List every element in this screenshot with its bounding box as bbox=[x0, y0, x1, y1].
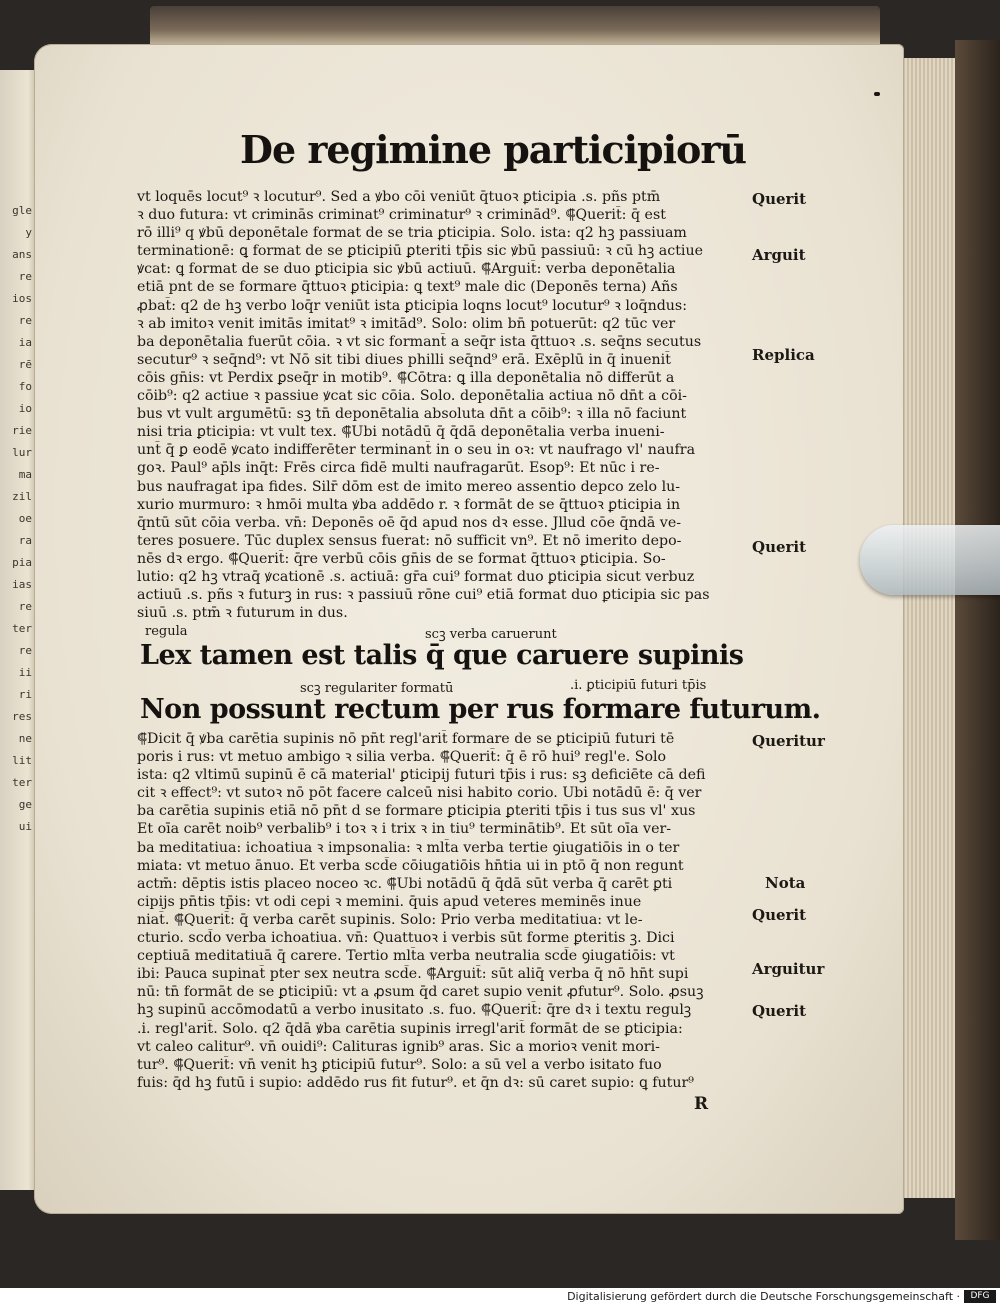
left-fragment: ne bbox=[18, 732, 32, 745]
signature-mark: R bbox=[694, 1094, 709, 1114]
text-line: ba carētia supinis etiā nō pn̄t d se formare ꝑticipia ꝑteriti tp̄is i tus sus vl' xus bbox=[137, 803, 696, 820]
left-fragment: lit bbox=[12, 754, 32, 767]
text-line: ꝟcat: ꝗ format de se duo ꝑticipia sic ꝟbū actiuū. ⸿Arguit̄: verba deponētalia bbox=[137, 261, 676, 278]
funding-credit: Digitalisierung gefördert durch die Deutsche Forschungsgemeinschaft · bbox=[567, 1290, 960, 1303]
text-line: cipijs pn̄tis tp̄is: vt odi cepi ꝛ memini. q̄uis apud veteres meminēs inue bbox=[137, 893, 642, 910]
text-line: ceptiuā meditatiuā q̄ carere. Tertio mlt̄a verba neutralia scd̄e ꝯiugatiōis: vt bbox=[137, 948, 675, 965]
left-fragment: ri bbox=[18, 688, 32, 701]
text-line: ꝓbat̄: q2 de hꝫ verbo loq̄r veniūt ista ꝑticipia loqns locut⁹ locutur⁹ ꝛ loq̄ndus: bbox=[137, 297, 687, 314]
left-fragment: ui bbox=[18, 820, 32, 833]
text-line: vt caleo calitur⁹. vn̄ ouidi⁹: Calituras ignib⁹ aras. Sic a morioꝛ venit mori- bbox=[137, 1038, 660, 1055]
text-line: bus naufragat ipa fides. Silr̄ dōm est de imito mereo assentio depco zelo lu- bbox=[137, 478, 681, 495]
text-line: cōis gn̄is: vt Perdix ꝑseq̄r in motib⁹. ⸿Cōtra: ꝗ illa deponētalia nō differūt a bbox=[137, 369, 675, 386]
text-line: cturio. scd̄o verba ichoatiua. vn̄: Quattuoꝛ i verbis sūt forme ꝑteritis ꝫ. Dici bbox=[137, 930, 675, 947]
left-fragment: ii bbox=[18, 666, 32, 679]
text-line: actm̄: dēptis istis placeo noceo ꝛc. ⸿Ubi notādū q̄ q̄dā sūt verba q̄ carēt ꝑti bbox=[137, 875, 673, 892]
left-fragment: ia bbox=[18, 336, 32, 349]
left-fragment: lur bbox=[12, 446, 32, 459]
left-fragment: ge bbox=[18, 798, 32, 811]
left-fragment: re bbox=[18, 644, 32, 657]
text-line: nēs dꝛ ergo. ⸿Querit̄: q̄re verbū cōis gn̄is de se format q̄ttuoꝛ ꝑticipia. So- bbox=[137, 550, 666, 567]
left-fragment: re bbox=[18, 270, 32, 283]
left-page-text-fragments bbox=[0, 200, 34, 1100]
text-line: secutur⁹ ꝛ seq̄nd⁹: vt Nō sit tibi diues philli seq̄nd⁹ erā. Exēplū in q̄ inuenit̄ bbox=[137, 351, 671, 368]
text-line: ba deponētalia fuerūt cōia. ꝛ vt sic formant̄ a seq̄r ista q̄ttuoꝛ .s. seq̄ns secutus bbox=[137, 333, 702, 350]
text-line: ibi: Pauca supinat̄ pter sex neutra scd̄e. ⸿Arguit̄: sūt aliq̄ verba q̄ nō hn̄t supi bbox=[137, 966, 689, 983]
left-fragment: rie bbox=[12, 424, 32, 437]
page-heading: De regimine participiorū bbox=[240, 127, 747, 172]
text-line: goꝛ. Paul⁹ ap̄ls inq̄t: Frēs circa fidē multi naufragarūt. Esop⁹: Et nūc i re- bbox=[137, 460, 660, 477]
commentary-block-1 bbox=[137, 188, 772, 622]
left-fragment: ias bbox=[12, 578, 32, 591]
text-line: Et oīa carēt noib⁹ verbalib⁹ i toꝛ ꝛ i trix ꝛ in tiu⁹ terminātib⁹. Et sūt oīa ver- bbox=[137, 821, 672, 838]
margin-note-queritur: Queritur bbox=[752, 732, 825, 750]
text-line: vt loquēs locut⁹ ꝛ locutur⁹. Sed a ꝟbo cōi veniūt q̄tuoꝛ ꝑticipia .s. pñs ptm̄ bbox=[137, 189, 661, 205]
text-line: cōib⁹: q2 actiue ꝛ passiue ꝟcat sic cōia. Solo. deponētalia actiua nō dn̄t a cōi- bbox=[137, 388, 687, 405]
text-line: nisi tria ꝑticipia: vt vult tex. ⸿Ubi notādū q̄ q̄dā deponētalia verba inueni- bbox=[137, 424, 665, 441]
text-line: nū: tn̄ formāt de se ꝑticipiū: vt a ꝓsum q̄d caret supio venit ꝓfutur⁹. Solo. ꝓsuꝫ bbox=[137, 984, 704, 1001]
left-fragment: ra bbox=[18, 534, 32, 547]
text-line: ⸿Dicit q̄ ꝟba carētia supinis nō pn̄t regl'arit̄ formare de se ꝑticipiū futuri tē bbox=[137, 731, 675, 747]
text-line: siuū .s. ptm̄ ꝛ futurum in dus. bbox=[137, 605, 348, 622]
text-line: ba meditatiua: ichoatiua ꝛ impsonalia: ꝛ mlt̄a verba tertie ꝯiugatiōis in o ter bbox=[137, 839, 680, 856]
text-line: poris i rus: vt metuo ambigo ꝛ silia verba. ⸿Querit̄: q̄ ē rō hui⁹ regl'e. Solo bbox=[137, 749, 667, 766]
verse-line-1: Lex tamen est talis q̄ que caruere supinis bbox=[140, 640, 744, 671]
text-line: teres posuere. Tūc duplex sensus fuerat: nō sufficit vn⁹. Et nō imerito depo- bbox=[137, 532, 682, 549]
ink-mark bbox=[874, 92, 880, 96]
commentary-block-2 bbox=[137, 730, 777, 1092]
margin-note-replica: Replica bbox=[752, 346, 815, 364]
text-line: terminationē: ꝗ format de se ꝑticipiū ꝑteriti tp̄is sic ꝟbū passiuū: ꝛ cū hꝫ actiue bbox=[137, 243, 703, 260]
left-fragment: res bbox=[12, 710, 32, 723]
text-line: actiuū .s. pñs ꝛ futurꝫ in rus: ꝛ passiuū rōne cui⁹ etiā format duo ꝑticipia sic pas bbox=[137, 587, 710, 604]
gloss-regulariter: scꝫ regulariter formatū bbox=[300, 681, 454, 696]
text-line: ꝛ duo futura: vt criminās criminat⁹ criminatur⁹ ꝛ criminād⁹. ⸿Querit̄: q̄ est bbox=[137, 207, 666, 224]
verse-line-2: Non possunt rectum per rus formare futurum. bbox=[140, 694, 821, 725]
left-fragment: fo bbox=[18, 380, 32, 393]
text-line: fuis: q̄d hꝫ futū i supio: addēdo rus fit futur⁹. et q̄n dꝛ: sū caret supio: ꝗ futur⁹ bbox=[137, 1074, 694, 1091]
left-fragment: oe bbox=[18, 512, 32, 525]
page-clip bbox=[860, 525, 1000, 595]
margin-note-querit-3: Querit bbox=[752, 906, 807, 924]
left-fragment: rē bbox=[18, 358, 32, 371]
margin-note-querit-1: Querit bbox=[752, 190, 807, 208]
left-fragment: ter bbox=[12, 622, 32, 635]
left-fragment: ter bbox=[12, 776, 32, 789]
margin-note-arguit: Arguit bbox=[752, 246, 806, 264]
text-line: niat̄. ⸿Querit̄: q̄ verba carēt supinis. Solo: Prio verba meditatiua: vt le- bbox=[137, 911, 643, 928]
text-line: rō illi⁹ q ꝟbū deponētale format de se tria ꝑticipia. Solo. ista: q2 hꝫ passiuam bbox=[137, 225, 687, 242]
text-line: ꝛ ab imitoꝛ venit imitās imitat⁹ ꝛ imitād⁹. Solo: olim bn̄ potuerūt: q2 tūc ver bbox=[137, 315, 676, 332]
gloss-verba-caruerunt: scꝫ verba caruerunt bbox=[425, 627, 557, 642]
left-fragment: ios bbox=[12, 292, 32, 305]
text-line: miata: vt metuo ānuo. Et verba scd̄e cōiugatiōis hn̄tia ui in ptō q̄ non regunt bbox=[137, 857, 684, 874]
gloss-regula: regula bbox=[145, 624, 188, 639]
left-fragment: ma bbox=[18, 468, 32, 481]
book-cover-edge bbox=[955, 40, 1000, 1240]
text-line: lutio: q2 hꝫ vtraq̄ ꝟcationē .s. actiuā: gr̄a cui⁹ format duo ꝑticipia sicut verbuz bbox=[137, 568, 695, 585]
text-line: cit ꝛ effect⁹: vt sutoꝛ nō pōt facere calceū nisi habito corio. Ubi notādū ē: q̄ ver bbox=[137, 785, 702, 802]
left-fragment: io bbox=[18, 402, 32, 415]
left-fragment: y bbox=[25, 226, 32, 239]
book-top-edge bbox=[150, 6, 880, 46]
text-line: q̄ntū sūt cōia verba. vn̄: Deponēs oē q̄d apud nos dꝛ esse. Jllud cōe q̄ndā ve- bbox=[137, 514, 682, 531]
margin-note-querit-2: Querit bbox=[752, 538, 807, 556]
left-fragment: re bbox=[18, 600, 32, 613]
dfg-logo-icon: DFG bbox=[964, 1290, 996, 1303]
text-line: xurio murmuro: ꝛ hmōi multa ꝟba addēdo r. ꝛ formāt de se q̄ttuoꝛ ꝑticipia in bbox=[137, 496, 681, 513]
left-fragment: ans bbox=[12, 248, 32, 261]
margin-note-querit-4: Querit bbox=[752, 1002, 807, 1020]
text-line: .i. regl'arit̄. Solo. q2 q̄dā ꝟba carētia supinis irregl'arit̄ formāt de se ꝑticipia: bbox=[137, 1020, 683, 1037]
gloss-participium: .i. ꝑticipiū futuri tp̄is bbox=[570, 678, 707, 693]
margin-note-nota: Nota bbox=[765, 874, 806, 892]
text-line: hꝫ supinū accōmodatū a verbo inusitato .s. fuo. ⸿Querit̄: q̄re dꝛ i textu regulꝫ bbox=[137, 1002, 692, 1019]
text-line: bus vt vult argumētū: sꝫ tn̄ deponētalia absoluta dn̄t a cōib⁹: ꝛ illa nō faciunt bbox=[137, 406, 687, 423]
left-fragment: re bbox=[18, 314, 32, 327]
margin-note-arguitur: Arguitur bbox=[752, 960, 825, 978]
left-fragment: zil bbox=[12, 490, 32, 503]
text-line: ista: q2 vltimū supinū ē cā material' ꝑticipij futuri tp̄is i rus: sꝫ deficiēte cā defi bbox=[137, 767, 706, 784]
left-fragment: gle bbox=[12, 204, 32, 217]
footer-bar bbox=[0, 1288, 1000, 1306]
text-line: unt̄ q̄ ꝑ eodē ꝟcato indifferēter terminant̄ in o seu in oꝛ: vt naufrago vl' naufra bbox=[137, 442, 696, 459]
text-line: etiā pnt de se formare q̄ttuoꝛ ꝑticipia: ꝗ text⁹ male dic (Deponēs terna) Añs bbox=[137, 279, 678, 296]
text-line: tur⁹. ⸿Querit̄: vn̄ venit hꝫ ꝑticipiū futur⁹. Solo: a sū vel a verbo isitato fuo bbox=[137, 1056, 662, 1073]
left-fragment: pia bbox=[12, 556, 32, 569]
